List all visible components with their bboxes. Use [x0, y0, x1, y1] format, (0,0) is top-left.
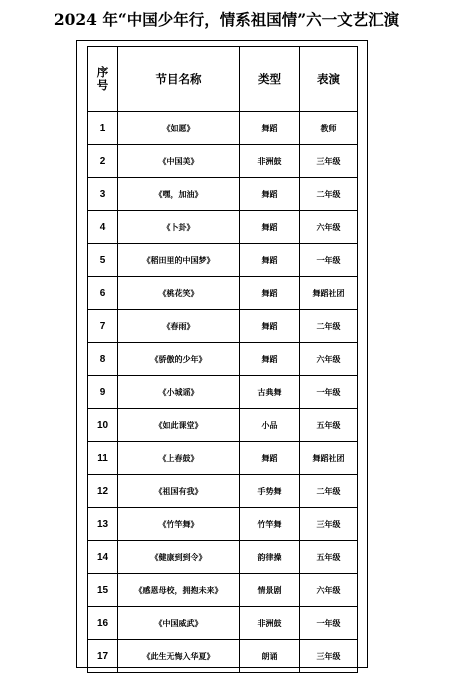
header-type: 类型 — [240, 47, 300, 112]
cell-type: 舞蹈 — [240, 442, 300, 475]
table-row — [88, 376, 358, 409]
cell-name: 《此生无悔入华夏》 — [118, 640, 240, 673]
table-row — [88, 310, 358, 343]
cell-index: 14 — [88, 541, 118, 574]
cell-type: 舞蹈 — [240, 112, 300, 145]
cell-performer: 一年级 — [300, 607, 358, 640]
table-row — [88, 475, 358, 508]
cell-type: 舞蹈 — [240, 310, 300, 343]
cell-type: 舞蹈 — [240, 178, 300, 211]
cell-index: 16 — [88, 607, 118, 640]
cell-performer: 五年级 — [300, 541, 358, 574]
cell-performer: 五年级 — [300, 409, 358, 442]
cell-type: 小品 — [240, 409, 300, 442]
cell-index: 4 — [88, 211, 118, 244]
cell-name: 《春雨》 — [118, 310, 240, 343]
cell-name: 《中国美》 — [118, 145, 240, 178]
cell-type: 舞蹈 — [240, 244, 300, 277]
cell-type: 非洲鼓 — [240, 607, 300, 640]
cell-name: 《感恩母校，拥抱未来》 — [118, 574, 240, 607]
cell-index: 11 — [88, 442, 118, 475]
table-body — [88, 112, 358, 673]
cell-type: 手势舞 — [240, 475, 300, 508]
program-table — [87, 46, 358, 673]
cell-name: 《稻田里的中国梦》 — [118, 244, 240, 277]
table-row — [88, 112, 358, 145]
cell-type: 舞蹈 — [240, 277, 300, 310]
cell-performer: 教师 — [300, 112, 358, 145]
table-row — [88, 409, 358, 442]
cell-index: 6 — [88, 277, 118, 310]
table-row — [88, 211, 358, 244]
cell-name: 《桃花笑》 — [118, 277, 240, 310]
header-name: 节目名称 — [118, 47, 240, 112]
cell-index: 5 — [88, 244, 118, 277]
cell-performer: 二年级 — [300, 178, 358, 211]
table-row — [88, 607, 358, 640]
cell-performer: 六年级 — [300, 574, 358, 607]
cell-performer: 舞蹈社团 — [300, 277, 358, 310]
cell-name: 《嘿，加油》 — [118, 178, 240, 211]
table-row — [88, 343, 358, 376]
header-index: 序 号 — [88, 47, 118, 112]
cell-index: 2 — [88, 145, 118, 178]
cell-type: 竹竿舞 — [240, 508, 300, 541]
table-row — [88, 640, 358, 673]
cell-index: 7 — [88, 310, 118, 343]
table-row — [88, 442, 358, 475]
table-row — [88, 145, 358, 178]
cell-index: 8 — [88, 343, 118, 376]
cell-name: 《中国威武》 — [118, 607, 240, 640]
cell-type: 古典舞 — [240, 376, 300, 409]
table-row — [88, 178, 358, 211]
cell-performer: 一年级 — [300, 376, 358, 409]
table-row — [88, 277, 358, 310]
cell-performer: 一年级 — [300, 244, 358, 277]
cell-index: 12 — [88, 475, 118, 508]
cell-name: 《如愿》 — [118, 112, 240, 145]
cell-type: 朗诵 — [240, 640, 300, 673]
cell-type: 舞蹈 — [240, 343, 300, 376]
cell-name: 《卜卦》 — [118, 211, 240, 244]
cell-performer: 六年级 — [300, 343, 358, 376]
cell-type: 非洲鼓 — [240, 145, 300, 178]
cell-index: 15 — [88, 574, 118, 607]
cell-name: 《如此课堂》 — [118, 409, 240, 442]
cell-performer: 六年级 — [300, 211, 358, 244]
table-row — [88, 244, 358, 277]
cell-type: 舞蹈 — [240, 211, 300, 244]
cell-name: 《健康到到令》 — [118, 541, 240, 574]
header-performer: 表演 — [300, 47, 358, 112]
cell-type: 韵律操 — [240, 541, 300, 574]
page-title: 2024 年“中国少年行，情系祖国情”六一文艺汇演 — [53, 10, 400, 29]
cell-index: 3 — [88, 178, 118, 211]
cell-performer: 三年级 — [300, 145, 358, 178]
cell-performer: 二年级 — [300, 475, 358, 508]
table-row — [88, 541, 358, 574]
cell-name: 《骄傲的少年》 — [118, 343, 240, 376]
cell-index: 17 — [88, 640, 118, 673]
cell-index: 13 — [88, 508, 118, 541]
cell-index: 1 — [88, 112, 118, 145]
cell-index: 10 — [88, 409, 118, 442]
table-row — [88, 508, 358, 541]
cell-index: 9 — [88, 376, 118, 409]
cell-performer: 二年级 — [300, 310, 358, 343]
cell-name: 《小城谣》 — [118, 376, 240, 409]
cell-name: 《竹竿舞》 — [118, 508, 240, 541]
cell-performer: 三年级 — [300, 508, 358, 541]
cell-name: 《上春鼓》 — [118, 442, 240, 475]
cell-performer: 三年级 — [300, 640, 358, 673]
cell-performer: 舞蹈社团 — [300, 442, 358, 475]
cell-name: 《祖国有我》 — [118, 475, 240, 508]
table-header-row — [88, 47, 358, 112]
table-row — [88, 574, 358, 607]
cell-type: 情景剧 — [240, 574, 300, 607]
